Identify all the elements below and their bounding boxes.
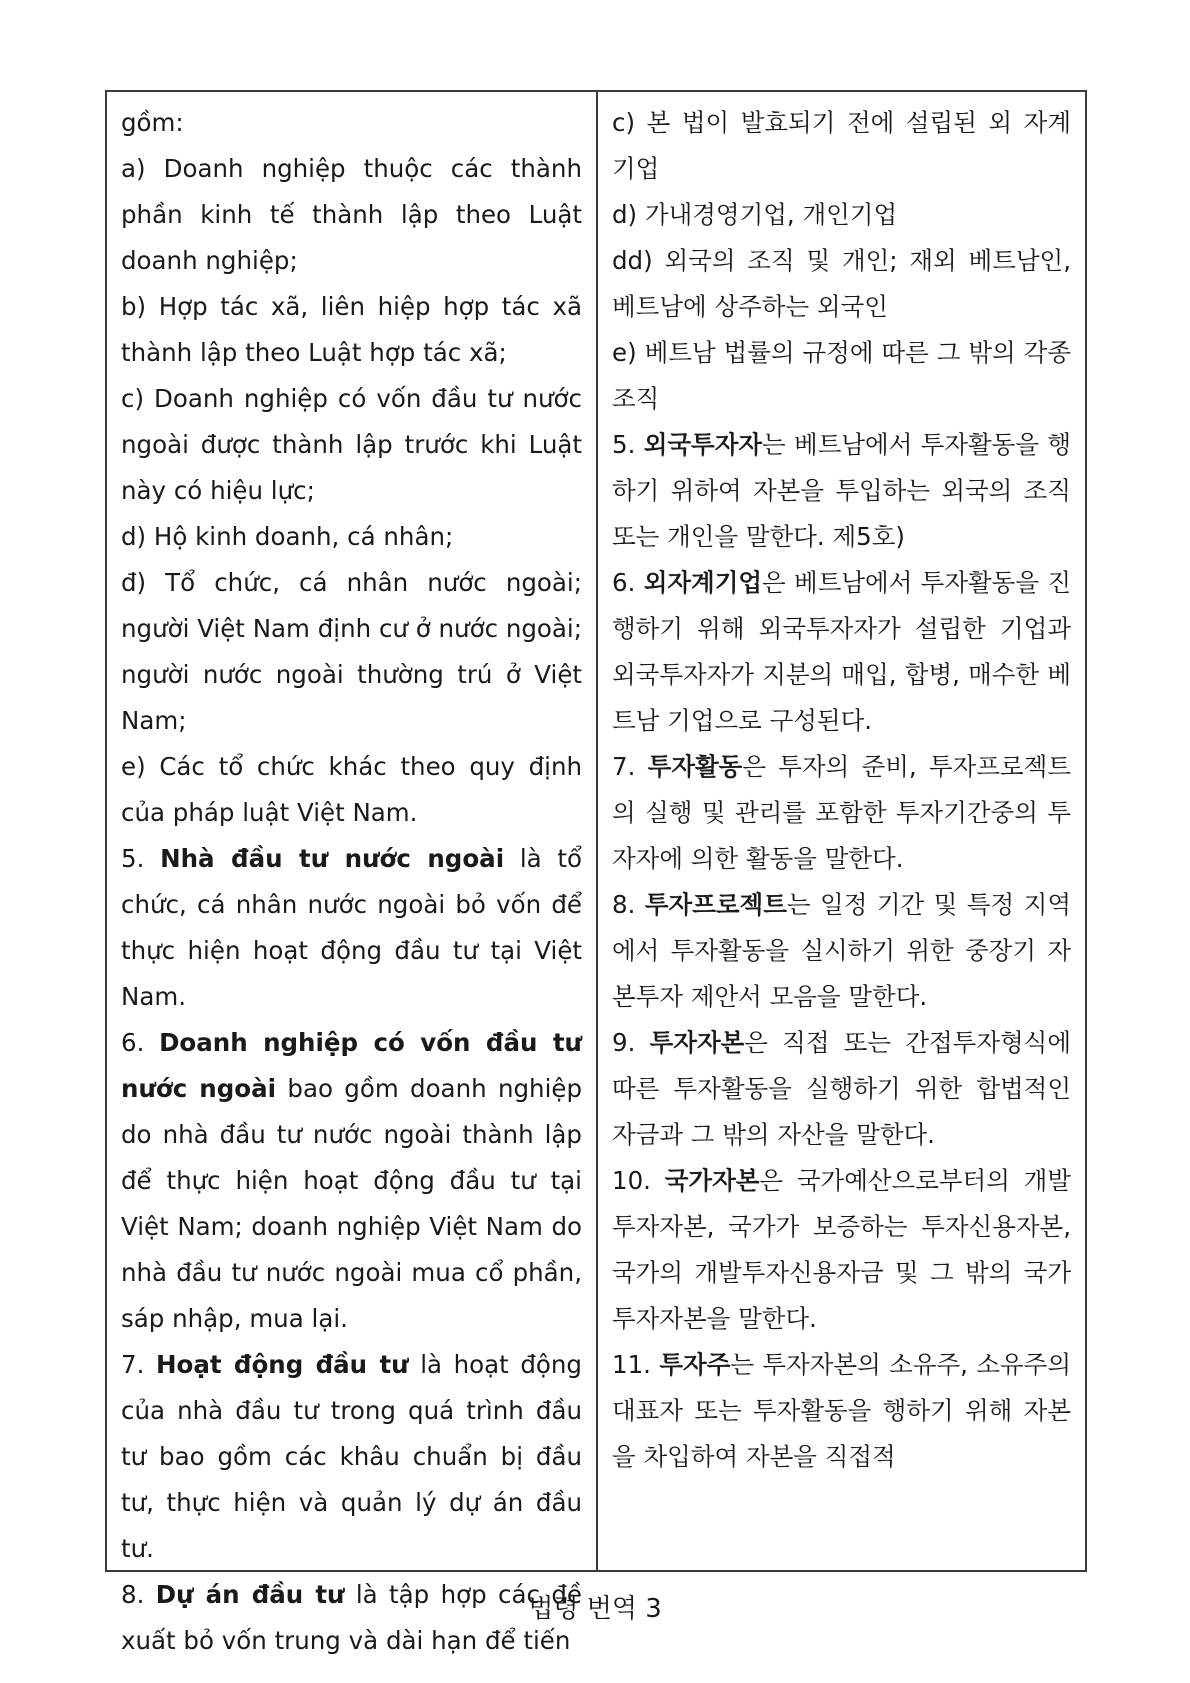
defined-term: Nhà đầu tư nước ngoài — [160, 844, 505, 873]
defined-term: Hoạt động đầu tư — [155, 1350, 409, 1379]
definition-item: 8. 투자프로젝트는 일정 기간 및 특정 지역에서 투자활동을 실시하기 위한 중장기 자본투자 제안서 모음을 말한다. — [612, 890, 1072, 1011]
list-item: e) 베트남 법률의 규정에 따른 그 밖의 각종 조직 — [612, 338, 1071, 413]
definition-item: 5. 외국투자자는 베트남에서 투자활동을 행하기 위하여 자본을 투입하는 외국의 조직 또는 개인을 말한다. 제5호) — [612, 430, 1071, 551]
defined-term: 국가자본 — [664, 1166, 760, 1195]
definition-item: 7. 투자활동은 투자의 준비, 투자프로젝트의 실행 및 관리를 포함한 투자기간중의 투자자에 의한 활동을 말한다. — [612, 752, 1071, 873]
list-item: d) Hộ kinh doanh, cá nhân; — [121, 522, 454, 551]
list-item: c) 본 법이 발효되기 전에 설립된 외 자계 기업 — [612, 108, 1071, 183]
definition-item: 8. Dự án đầu tư là tập hợp các đề xuất bỏ vốn trung và dài hạn để tiến — [121, 1580, 582, 1655]
definition-item: 11. 투자주는 투자자본의 소유주, 소유주의 대표자 또는 투자활동을 행하기 위해 자본을 차입하여 자본을 직접적 — [612, 1350, 1071, 1471]
list-item: d) 가내경영기업, 개인기업 — [612, 200, 898, 229]
defined-term: 투자활동 — [647, 752, 743, 781]
definition-item: 10. 국가자본은 국가예산으로부터의 개발투자자본, 국가가 보증하는 투자신용자본, 국가의 개발투자신용자금 및 그 밖의 국가투자자본을 말한다. — [612, 1166, 1071, 1333]
defined-term: Doanh nghiệp có vốn đầu tư nước ngoài — [121, 1028, 582, 1103]
defined-term: 투자프로젝트 — [644, 890, 787, 919]
list-item: b) Hợp tác xã, liên hiệp hợp tác xã thành lập theo Luật hợp tác xã; — [121, 292, 582, 367]
defined-term: Dự án đầu tư — [155, 1580, 345, 1609]
list-item: e) Các tổ chức khác theo quy định của pháp luật Việt Nam. — [121, 752, 582, 827]
defined-term: 외자계기업 — [643, 568, 763, 597]
korean-column — [598, 92, 1085, 1570]
definition-item: 7. Hoạt động đầu tư là hoạt động của nhà đầu tư trong quá trình đầu tư bao gồm các khâu chuẩn bị đầu tư, thực hiện và quản lý dự án đầu tư. — [121, 1350, 582, 1563]
list-item: gồm: — [121, 108, 184, 137]
page-footer: 법령 번역 3 — [528, 1594, 662, 1624]
list-item: dd) 외국의 조직 및 개인; 재외 베트남인, 베트남에 상주하는 외국인 — [612, 246, 1071, 321]
definition-item: 5. Nhà đầu tư nước ngoài là tổ chức, cá nhân nước ngoài bỏ vốn để thực hiện hoạt động đầu tư tại Việt Nam. — [121, 844, 582, 1011]
list-item: a) Doanh nghiệp thuộc các thành phần kinh tế thành lập theo Luật doanh nghiệp; — [121, 154, 582, 275]
definition-item: 6. 외자계기업은 베트남에서 투자활동을 진행하기 위해 외국투자자가 설립한 기업과 외국투자자가 지분의 매입, 합병, 매수한 베트남 기업으로 구성된다. — [612, 568, 1071, 735]
defined-term: 외국투자자 — [643, 430, 763, 459]
definition-item: 9. 투자자본은 직접 또는 간접투자형식에 따른 투자활동을 실행하기 위한 합법적인 자금과 그 밖의 자산을 말한다. — [612, 1028, 1071, 1149]
list-item: c) Doanh nghiệp có vốn đầu tư nước ngoài được thành lập trước khi Luật này có hiệu lực; — [121, 384, 582, 505]
definition-item: 6. Doanh nghiệp có vốn đầu tư nước ngoài bao gồm doanh nghiệp do nhà đầu tư nước ngoài thành lập để thực hiện hoạt động đầu tư tại Việt Nam; doanh nghiệp Việt Nam do nhà đầu tư nước ngoài mua cổ phần, sáp nhập, mua lại. — [121, 1028, 583, 1333]
defined-term: 투자주 — [659, 1350, 731, 1379]
defined-term: 투자자본 — [649, 1028, 745, 1057]
list-item: đ) Tổ chức, cá nhân nước ngoài; người Việt Nam định cư ở nước ngoài; người nước ngoài thường trú ở Việt Nam; — [121, 568, 582, 735]
